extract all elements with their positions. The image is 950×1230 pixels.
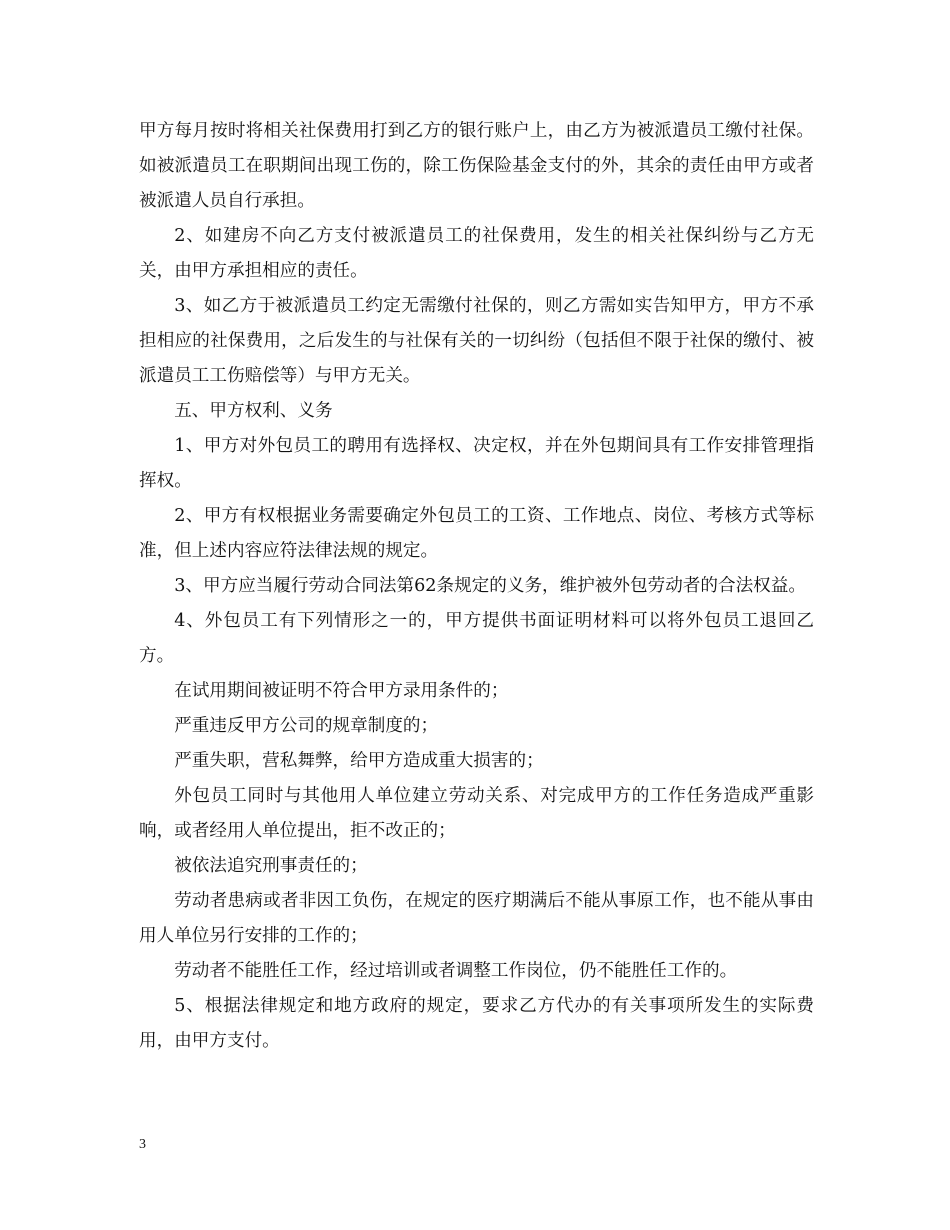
list-item-probation: 在试用期间被证明不符合甲方录用条件的； <box>174 681 509 701</box>
paragraph-clause-2-wage-standards: 2、甲方有权根据业务需要确定外包员工的工资、工作地点、岗位、考核方式等标准，但上述内容应符法律法规的规定。 <box>139 506 814 561</box>
paragraph-clause-5-expenses: 5、根据法律规定和地方政府的规定，要求乙方代办的有关事项所发生的实际费用，由甲方支付。 <box>139 996 814 1051</box>
list-item-criminal-liability: 被依法追究刑事责任的； <box>174 856 368 876</box>
paragraph-clause-3-obligations: 3、甲方应当履行劳动合同法第62条规定的义务，维护被外包劳动者的合法权益。 <box>174 576 806 596</box>
page-number: 3 <box>139 1137 146 1152</box>
paragraph-clause-2-social-fee: 2、如建房不向乙方支付被派遣员工的社保费用，发生的相关社保纠纷与乙方无关，由甲方承担相应的责任。 <box>139 226 814 281</box>
list-item-rule-violation: 严重违反甲方公司的规章制度的； <box>174 716 439 736</box>
paragraph-clause-1-hiring-rights: 1、甲方对外包员工的聘用有选择权、决定权，并在外包期间具有工作安排管理指挥权。 <box>139 436 814 491</box>
list-item-incompetence: 劳动者不能胜任工作，经过培训或者调整工作岗位，仍不能胜任工作的。 <box>174 961 738 981</box>
list-item-illness: 劳动者患病或者非因工负伤，在规定的医疗期满后不能从事原工作，也不能从事由用人单位另行安排的工作的； <box>139 891 814 946</box>
document-body <box>139 114 814 1059</box>
paragraph-clause-4-return-conditions: 4、外包员工有下列情形之一的，甲方提供书面证明材料可以将外包员工退回乙方。 <box>139 611 814 666</box>
section-heading-party-a-rights: 五、甲方权利、义务 <box>174 401 333 421</box>
paragraph-social-insurance-payment: 甲方每月按时将相关社保费用打到乙方的银行账户上，由乙方为被派遣员工缴付社保。如被派遣员工在职期间出现工伤的，除工伤保险基金支付的外，其余的责任由甲方或者被派遣人员自行承担。 <box>139 121 814 211</box>
list-item-dual-employment: 外包员工同时与其他用人单位建立劳动关系、对完成甲方的工作任务造成严重影响，或者经用人单位提出，拒不改正的； <box>139 786 814 841</box>
list-item-misconduct: 严重失职，营私舞弊，给甲方造成重大损害的； <box>174 751 544 771</box>
paragraph-clause-3-no-insurance: 3、如乙方于被派遣员工约定无需缴付社保的，则乙方需如实告知甲方，甲方不承担相应的社保费用，之后发生的与社保有关的一切纠纷（包括但不限于社保的缴付、被派遣员工工伤赔偿等）与甲方无关。 <box>139 296 814 386</box>
